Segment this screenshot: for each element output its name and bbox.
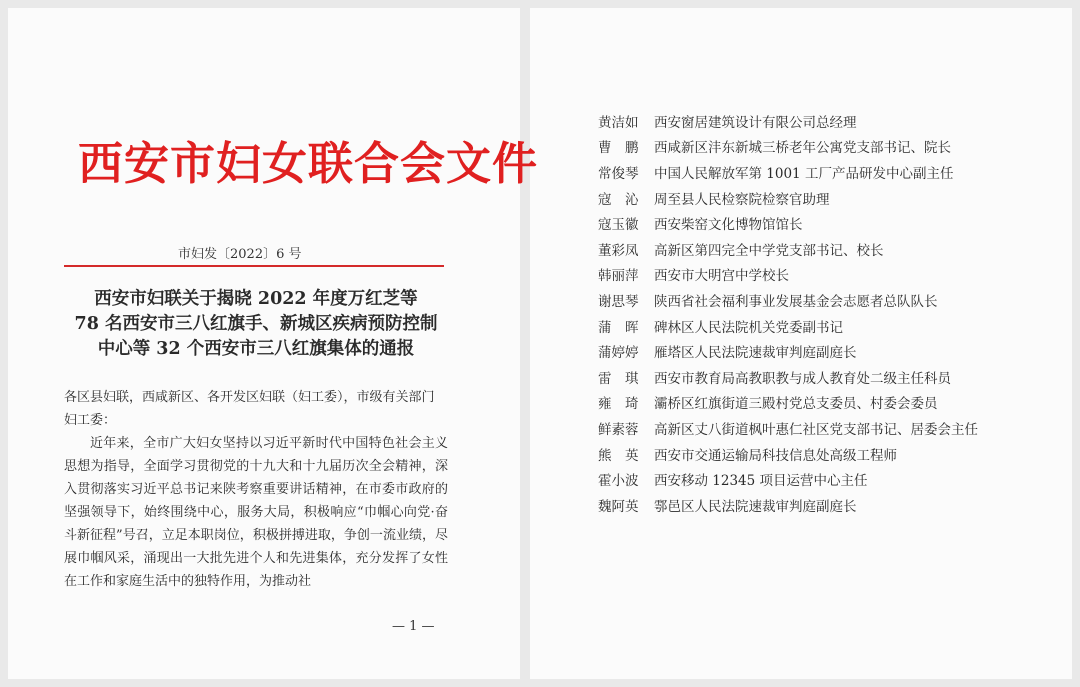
honoree-name: 雍 琦 [598, 396, 639, 413]
honoree-description: 鄠邑区人民法院速裁审判庭副庭长 [654, 498, 857, 515]
honoree-description: 陕西省社会福利事业发展基金会志愿者总队队长 [654, 293, 938, 310]
page-number: — 1 — [392, 619, 435, 634]
honoree-description: 西安移动 12345 项目运营中心主任 [654, 473, 868, 490]
honoree-description: 中国人民解放军第 1001 工厂产品研发中心副主任 [654, 165, 954, 182]
honoree-description: 灞桥区红旗街道三殿村党总支委员、村委会委员 [654, 396, 938, 413]
honoree-description: 高新区丈八街道枫叶惠仁社区党支部书记、居委会主任 [654, 421, 978, 438]
honoree-name: 鲜素蓉 [598, 421, 639, 438]
document-header: 西安市妇女联合会文件 [78, 137, 539, 190]
title-line: 西安市妇联关于揭晓 2022 年度万红芝等 [94, 289, 418, 309]
title-line: 78 名西安市三八红旗手、新城区疾病预防控制 [74, 314, 438, 334]
honoree-name: 雷 琪 [598, 370, 639, 387]
honoree-description: 周至县人民检察院检察官助理 [654, 191, 830, 208]
list-item [598, 390, 978, 416]
honoree-list [598, 108, 978, 518]
list-item [598, 236, 978, 262]
honoree-description: 西安市大明宫中学校长 [654, 268, 789, 285]
red-divider-rule [64, 265, 444, 267]
list-item [598, 364, 978, 390]
honoree-description: 西安市教育局高教职教与成人教育处二级主任科员 [654, 370, 951, 387]
honoree-name: 魏阿英 [598, 498, 639, 515]
honoree-name: 熊 英 [598, 447, 639, 464]
honoree-description: 碑林区人民法院机关党委副书记 [654, 319, 843, 336]
body-paragraph: 近年来，全市广大妇女坚持以习近平新时代中国特色社会主义思想为指导，全面学习贯彻党的十九大和十九届历次全会精神，深入贯彻落实习近平总书记来陕考察重要讲话精神，在市委市政府的坚强领导下，始终围绕中心，服务大局，积极响应“巾帼心向党·奋斗新征程”号召，立足本职岗位，积极拼搏进取，争创一流业绩，尽展巾帼风采，涌现出一大批先进个人和先进集体，充分发挥了女性在工作和家庭生活中的独特作用，为推动社 [64, 436, 448, 589]
honoree-description: 西安窗居建筑设计有限公司总经理 [654, 114, 857, 131]
salutation: 各区县妇联，西咸新区、各开发区妇联（妇工委），市级有关部门妇工委： [64, 390, 435, 428]
honoree-name: 谢思琴 [598, 293, 639, 310]
honoree-name: 寇 沁 [598, 191, 639, 208]
honoree-name: 曹 鹏 [598, 140, 639, 157]
document-title [60, 287, 452, 362]
list-item [598, 159, 978, 185]
list-item [598, 492, 978, 518]
list-item [598, 313, 978, 339]
honoree-name: 常俊琴 [598, 165, 639, 182]
body-text [64, 432, 448, 593]
honoree-name: 霍小波 [598, 473, 639, 490]
list-item [598, 210, 978, 236]
honoree-name: 寇玉徽 [598, 217, 639, 234]
list-item [598, 108, 978, 134]
list-item [598, 338, 978, 364]
list-item [598, 134, 978, 160]
list-item [598, 185, 978, 211]
title-line: 中心等 32 个西安市三八红旗集体的通报 [97, 339, 415, 359]
honoree-name: 蒲婷婷 [598, 345, 639, 362]
list-item [598, 415, 978, 441]
honoree-name: 韩丽萍 [598, 268, 639, 285]
honoree-description: 西安市交通运输局科技信息处高级工程师 [654, 447, 897, 464]
list-item [598, 441, 978, 467]
honoree-name: 蒲 晖 [598, 319, 639, 336]
honoree-description: 高新区第四完全中学党支部书记、校长 [654, 242, 884, 259]
honoree-description: 西咸新区沣东新城三桥老年公寓党支部书记、院长 [654, 140, 951, 157]
list-item [598, 287, 978, 313]
list-item [598, 466, 978, 492]
document-number: 市妇发〔2022〕6 号 [178, 247, 302, 262]
honoree-name: 黄洁如 [598, 114, 639, 131]
honoree-description: 西安柴窑文化博物馆馆长 [654, 217, 803, 234]
honoree-description: 雁塔区人民法院速裁审判庭副庭长 [654, 345, 857, 362]
list-item [598, 262, 978, 288]
honoree-name: 董彩凤 [598, 242, 639, 259]
